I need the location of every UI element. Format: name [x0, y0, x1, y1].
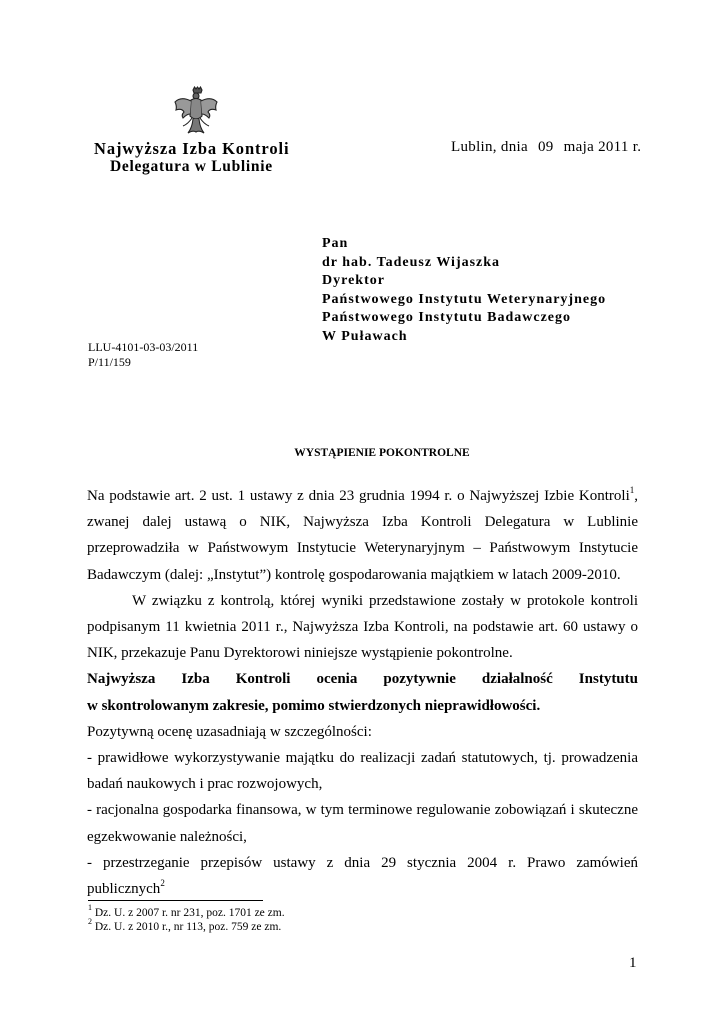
organization-name: Najwyższa Izba Kontroli — [94, 139, 290, 158]
letter-date — [451, 139, 641, 156]
document-title: WYSTĄPIENIE POKONTROLNE — [294, 447, 470, 459]
recipient-line: Pan — [322, 236, 349, 251]
footnote-mark: 1 — [88, 903, 92, 913]
footnote-divider — [88, 900, 263, 901]
list-item-text: - przestrzeganie przepisów ustawy z dnia 29 stycznia 2004 r. Prawo zamówień publicznych — [87, 854, 638, 898]
organization-branch: Delegatura w Lublinie — [110, 158, 273, 175]
list-item — [87, 850, 638, 902]
recipient-address — [322, 235, 606, 347]
control-number: P/11/159 — [88, 355, 131, 369]
footnote-mark: 2 — [88, 917, 92, 927]
justification-intro: Pozytywną ocenę uzasadniają w szczególności: — [87, 723, 372, 740]
polish-eagle-emblem-icon — [173, 86, 219, 136]
list-item: - racjonalna gospodarka finansowa, w tym terminowe regulowanie zobowiązań i skuteczne egzekwowanie należności, — [87, 802, 638, 845]
footnote-reference: 1 — [629, 485, 635, 495]
document-body — [87, 483, 638, 902]
list-item: - prawidłowe wykorzystywanie majątku do realizacji zadań statutowych, tj. prowadzenia badań naukowych i prac rozwojowych, — [87, 750, 638, 793]
footnote-reference: 2 — [160, 878, 165, 889]
reference-numbers — [88, 340, 198, 370]
date-month-year: maja 2011 r. — [563, 139, 642, 155]
recipient-line: W Puławach — [322, 328, 408, 344]
case-number: LLU-4101-03-03/2011 — [88, 340, 199, 354]
footnote-text: Dz. U. z 2010 r., nr 113, poz. 759 ze zm. — [92, 921, 282, 933]
page-number: 1 — [629, 955, 637, 971]
footnote — [88, 917, 285, 934]
paragraph-transmittal: W związku z kontrolą, której wyniki przedstawione zostały w protokole kontroli podpisanym 11 kwietnia 2011 r., Najwyższa Izba Kontroli, na podstawie art. 60 ustawy o NIK, przekazuje Panu Dyrektorowi niniejsze wystąpienie pokontrolne. — [87, 592, 638, 662]
date-place: Lublin, dnia — [451, 139, 528, 155]
date-day: 09 — [538, 139, 554, 155]
recipient-line: dr hab. Tadeusz Wijaszka — [322, 254, 501, 270]
assessment-line-2: w skontrolowanym zakresie, pomimo stwierdzonych nieprawidłowości. — [87, 697, 541, 714]
footnote — [88, 903, 285, 920]
paragraph-text: Na podstawie art. 2 ust. 1 ustawy z dnia 23 grudnia 1994 r. o Najwyższej Izbie Kontroli — [87, 488, 630, 504]
recipient-line: Dyrektor — [322, 273, 385, 289]
paragraph-text: , zwanej dalej ustawą o NIK, Najwyższa Izba Kontroli Delegatura w Lublinie przeprowadziła w Państwowym Instytucie Weterynaryjnym – Państwowym Instytucie Badawczym (dalej: „Instytut”) kontrolę gospodarowania majątkiem w latach 2009-2010. — [87, 488, 638, 583]
footnotes — [88, 903, 285, 934]
recipient-line: Państwowego Instytutu Badawczego — [322, 310, 571, 326]
assessment-line-1: Najwyższa Izba Kontroli ocenia pozytywnie działalność Instytutu — [87, 671, 638, 688]
recipient-line: Państwowego Instytutu Weterynaryjnego — [322, 291, 607, 307]
paragraph-legal-basis — [87, 483, 638, 588]
footnote-text: Dz. U. z 2007 r. nr 231, poz. 1701 ze zm. — [92, 907, 285, 919]
